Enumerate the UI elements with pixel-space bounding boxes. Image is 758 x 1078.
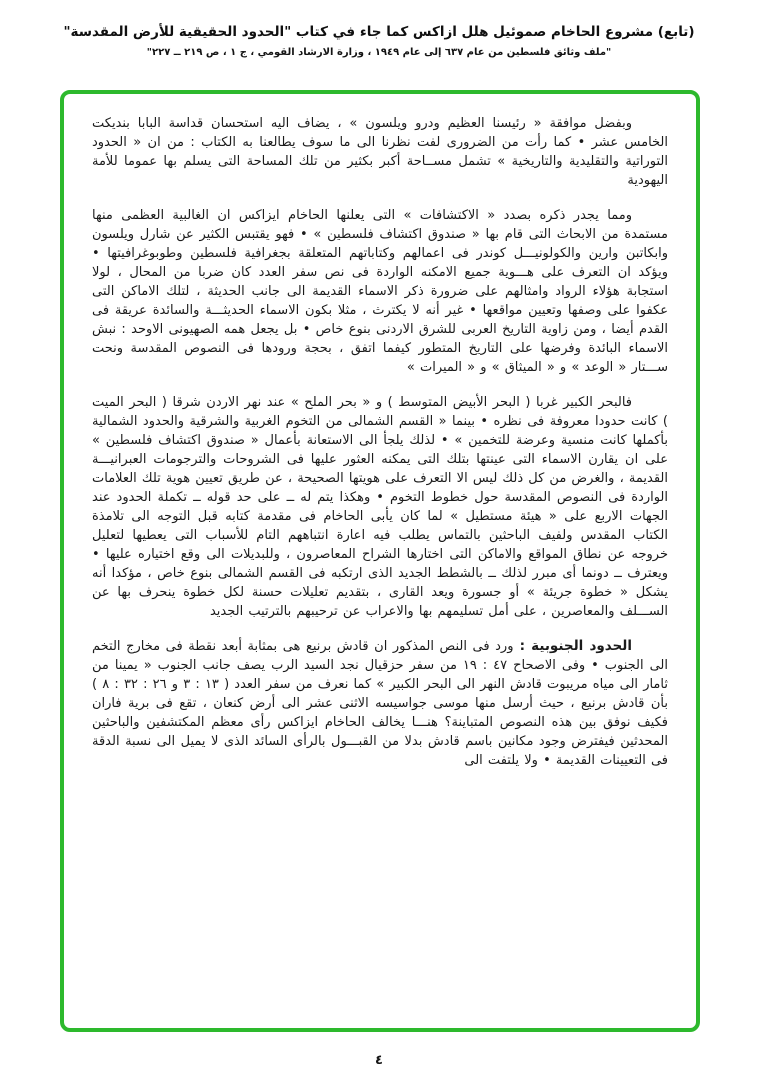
- paragraph-3: [92, 393, 668, 621]
- paragraph-2-text: ومما يجدر ذكره بصدد « الاكتشافات » التى يعلنها الحاخام ايزاكس ان الغالبية العظمى منها مستمدة من الابحاث التى قام بها « صندوق اكتشاف فلسطين » • فهو يقتبس الكثير عن شارل ويلسون وابكاتبن وارين والكولونيـــل كوندر فى اعمالهم وكتاباتهم المتعلقة بجغرافية فلسطين وطوبوغرافيتها • ويؤكد ان التعرف على هـــوية جميع الامكنه الواردة فى نص سفر العدد كان ضربا من المحال ، لولا استجابة هؤلاء الرواد وامثالهم على ضرورة ذكر الاسماء القديمة الى جانب الحديثة ، لتلك الاماكن التى عكفوا على وصفها وتعيين مواقعها • غير أنه لا يكترث ، مثلا بكون الاسماء الحديثـــة والسائدة عريقة فى القدم أيضا ، ومن زاوية التاريخ العربى للشرق الاردنى بنوع خاص • بل يجعل همه الصهيونى الاوحد : نبش الاسماء البائدة وفرضها على التاريخ المتطور كيفما اتفق ، بحجة ورودها فى النصوص المقدسة ونحت ســـتار « الوعد » و « الميثاق » و « الميرات »: [92, 208, 668, 375]
- paragraph-4: [92, 637, 668, 770]
- green-border-frame: [60, 90, 700, 1032]
- paragraph-1-text: وبفضل موافقة « رئيسنا العظيم ودرو ويلسون » ، يضاف اليه استحسان قداسة البابا بنديكت الخامس عشر • كما رأت من الضرورى لفت نظرنا الى ما سوف يطالعنا به الكتاب : من ان « الحدود التوراتية والتقليدية والتاريخية » تشمل مســاحة أكبر بكثير من تلك المساحة التى يسلم بها عموما للأمة اليهودية: [92, 116, 668, 188]
- document-footer: [0, 1049, 758, 1068]
- paragraph-1: [92, 114, 668, 190]
- paragraph-2: [92, 206, 668, 377]
- page-number: ٤: [375, 1053, 383, 1068]
- paragraph-4-text: ورد فى النص المذكور ان قادش برنيع هى بمثابة أبعد نقطة فى مخارج التخم الى الجنوب • وفى الاصحاح ٤٧ : ١٩ من سفر حزقيال نجد السيد الرب يصف جانب الجنوب « يمينا من ثامار الى مياه مريبوت قادش النهر الى البحر الكبير » كما نعرف من سفر العدد ( ١٣ : ٣ و ٢٦ : ٣٢ : ٨ ) بأن قادش برنيع ، حيث أرسل منها موسى جواسيسه الاثنى عشر الى أرض كنعان ، تقع فى برية فاران فكيف نوفق بين هذه النصوص المتباينة؟ هنـــا يخالف الحاخام ايزاكس رأى معظم المكتشفين والباحثين المحدثين فيفترض وجود مكانين باسم قادش بدلا من القبـــول بالرأى السائد الذى لا يميل الى نسبة الدقة فى التعيينات القديمة • ولا يلتفت الى: [92, 639, 668, 768]
- document-subtitle: "ملف وثائق فلسطين من عام ٦٣٧ إلى عام ١٩٤٩ ، وزارة الارشاد القومي ، ج ١ ، ص ٢١٩ ــ ٢٢٧": [146, 47, 612, 58]
- document-header: [0, 24, 758, 58]
- document-title: (تابع) مشروع الحاخام صموئيل هلل ازاكس كما جاء في كتاب "الحدود الحقيقية للأرض المقدسة": [63, 24, 695, 40]
- paragraph-4-lead: الحدود الجنوبية :: [513, 638, 632, 654]
- paragraph-3-text: فالبحر الكبير غربا ( البحر الأبيض المتوسط ) و « بحر الملح » عند نهر الاردن شرقا ( البحر الميت ) كانت حدودا معروفة فى نظره • بينما « القسم الشمالى من التخوم الغربية والشرقية والحدود الشمالية بأكملها كانت منسية وعرضة للتخمين » • لذلك يلجأ الى الاستعانة بأعمال « صندوق اكتشاف فلسطين » على ان يقارن الاسماء التى عينتها بتلك التى يمكنه العثور عليها فى الشروحات والترجومات العبرانيـــة القديمة ، والغرض من كل ذلك ليس الا التعرف على هويتها الصحيحة ، عن طريق تعيين هوية تلك العلامات الواردة فى النصوص المقدسة حول خطوط التخوم • وهكذا يتم له ــ على حد قوله ــ تكملة الحدود عند الجهات الاربع على « هيئة مستطيل » لما كان يأبى الحاخام فى مقدمة كتابه قبل التوجه الى تلامذة الكتاب المقدس ولفيف الباحثين بالتماس يطلب فيه اعارة انتباههم التام للأسباب التى يعطيها لتعليل خروجه عن نطاق المواقع والاماكن التى اختارها الشراح المعاصرون ، وللبديلات الى وقع اختياره عليها • ويعترف ــ دونما أى مبرر لذلك ــ بالشطط الجديد الذى ارتكبه فى القسم الشمالى بنوع خاص ، مؤكدا أنه يشكل « خطوة جريئة » أو جسورة ويعد القارى ، بتقديم تعليلات حسنة لكل خطوة ينحرف بها عن الســـلف والمعاصرين ، على أمل تسليمهم بها والاعراب عن ترحيبهم بالترتيب الجديد: [92, 395, 668, 619]
